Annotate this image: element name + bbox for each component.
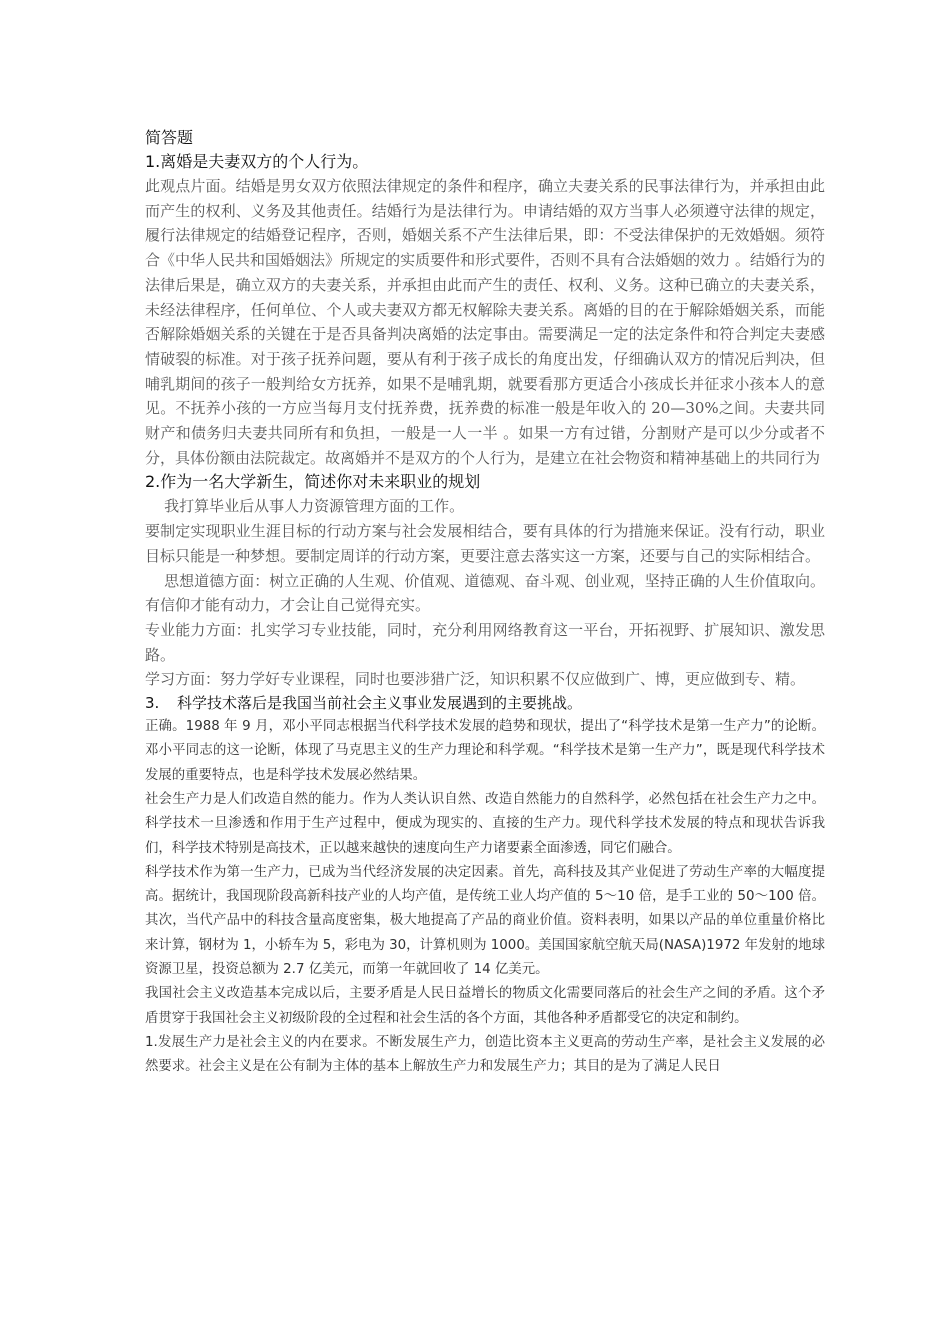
question-2-paragraph: 学习方面：努力学好专业课程，同时也要涉猎广泛，知识积累不仅应做到广、博，更应做到专、精。 — [145, 670, 806, 689]
question-3-paragraph: 社会生产力是人们改造自然的能力。作为人类认识自然、改造自然能力的自然科学，必然包括在社会生产力之中。科学技术一旦渗透和作用于生产过程中，便成为现实的、直接的生产力。现代科学技术发展的特点和现状告诉我们，科学技术特别是高技术，正以越来越快的速度向生产力诸要素全面渗透，同它们融合。 — [145, 791, 825, 856]
document-body — [145, 126, 825, 1080]
question-1-heading: 1.离婚是夫妻双方的个人行为。 — [145, 152, 369, 171]
question-3-paragraph: 我国社会主义改造基本完成以后，主要矛盾是人民日益增长的物质文化需要同落后的社会生产之间的矛盾。这个矛盾贯穿于我国社会主义初级阶段的全过程和社会生活的各个方面，其他各种矛盾都受它的决定和制约。 — [145, 986, 825, 1026]
question-3-paragraph: 科学技术作为第一生产力，已成为当代经济发展的决定因素。首先，高科技及其产业促进了劳动生产率的大幅度提高。据统计，我国现阶段高新科技产业的人均产值，是传统工业人均产值的 5～10 倍，是手工业的 50～100 倍。其次，当代产品中的科技含量高度密集，极大地提高了产品的商业价值。资料表明，如果以产品的单位重量价格比来计算，钢材为 1，小轿车为 5，彩电为 30，计算机则为 1000。美国国家航空航天局(NASA)1972 年发射的地球资源卫星，投资总额为 2.7 亿美元，而第一年就回收了 14 亿美元。 — [145, 864, 825, 978]
question-2-paragraph: 要制定实现职业生涯目标的行动方案与社会发展相结合，要有具体的行为措施来保证。没有行动，职业目标只能是一种梦想。要制定周详的行动方案，更要注意去落实这一方案，还要与自己的实际相结合。 — [145, 522, 825, 565]
question-2-heading: 2.作为一名大学新生，简述你对未来职业的规划 — [145, 472, 481, 492]
page-title: 简答题 — [145, 128, 194, 147]
question-3-text: 科学技术落后是我国当前社会主义事业发展遇到的主要挑战。 — [177, 694, 583, 713]
question-2-paragraph: 思想道德方面：树立正确的人生观、价值观、道德观、奋斗观、创业观，坚持正确的人生价值取向。有信仰才能有动力，才会让自己觉得充实。 — [145, 571, 825, 615]
question-1-answer: 此观点片面。结婚是男女双方依照法律规定的条件和程序，确立夫妻关系的民事法律行为，并承担由此而产生的权利、义务及其他责任。结婚行为是法律行为。申请结婚的双方当事人必须遵守法律的规定，履行法律规定的结婚登记程序，否则，婚姻关系不产生法律后果，即：不受法律保护的无效婚姻。须符合《中华人民共和国婚姻法》所规定的实质要件和形式要件，否则不具有合法婚姻的效力 。结婚行为的法律后果是，确立双方的夫妻关系，并承担由此而产生的责任、权利、义务。这种已确立的夫妻关系，未经法律程序，任何单位、个人或夫妻双方都无权解除夫妻关系。离婚的目的在于解除婚姻关系，而能否解除婚姻关系的关键在于是否具备判决离婚的法定事由。需要满足一定的法定条件和符合判定夫妻感情破裂的标准。对于孩子抚养问题，要从有利于孩子成长的角度出发，仔细确认双方的情况后判决，但哺乳期间的孩子一般判给女方抚养，如果不是哺乳期，就要看那方更适合小孩成长并征求小孩本人的意见。不抚养小孩的一方应当每月支付抚养费，抚养费的标准一般是年收入的 20—30%之间。夫妻共同财产和债务归夫妻共同所有和负担，一般是一人一半 。如果一方有过错，分割财产是可以少分或者不分，具体份额由法院裁定。故离婚并不是双方的个人行为，是建立在社会物资和精神基础上的共同行为 — [145, 177, 825, 467]
question-3-heading — [145, 692, 825, 715]
question-3-paragraph: 正确。1988 年 9 月，邓小平同志根据当代科学技术发展的趋势和现状，提出了“科学技术是第一生产力”的论断。邓小平同志的这一论断，体现了马克思主义的生产力理论和科学观。“科学技术是第一生产力”，既是现代科学技术发展的重要特点，也是科学技术发展必然结果。 — [145, 719, 825, 783]
question-2-paragraph: 专业能力方面：扎实学习专业技能，同时，充分利用网络教育这一平台，开拓视野、扩展知识、激发思路。 — [145, 620, 825, 664]
question-3-number: 3. — [145, 694, 160, 713]
question-3-paragraph: 1.发展生产力是社会主义的内在要求。不断发展生产力，创造比资本主义更高的劳动生产率，是社会主义发展的必然要求。社会主义是在公有制为主体的基本上解放生产力和发展生产力；其目的是为了满足人民日 — [145, 1034, 825, 1075]
question-2-paragraph: 我打算毕业后从事人力资源管理方面的工作。 — [164, 497, 465, 516]
